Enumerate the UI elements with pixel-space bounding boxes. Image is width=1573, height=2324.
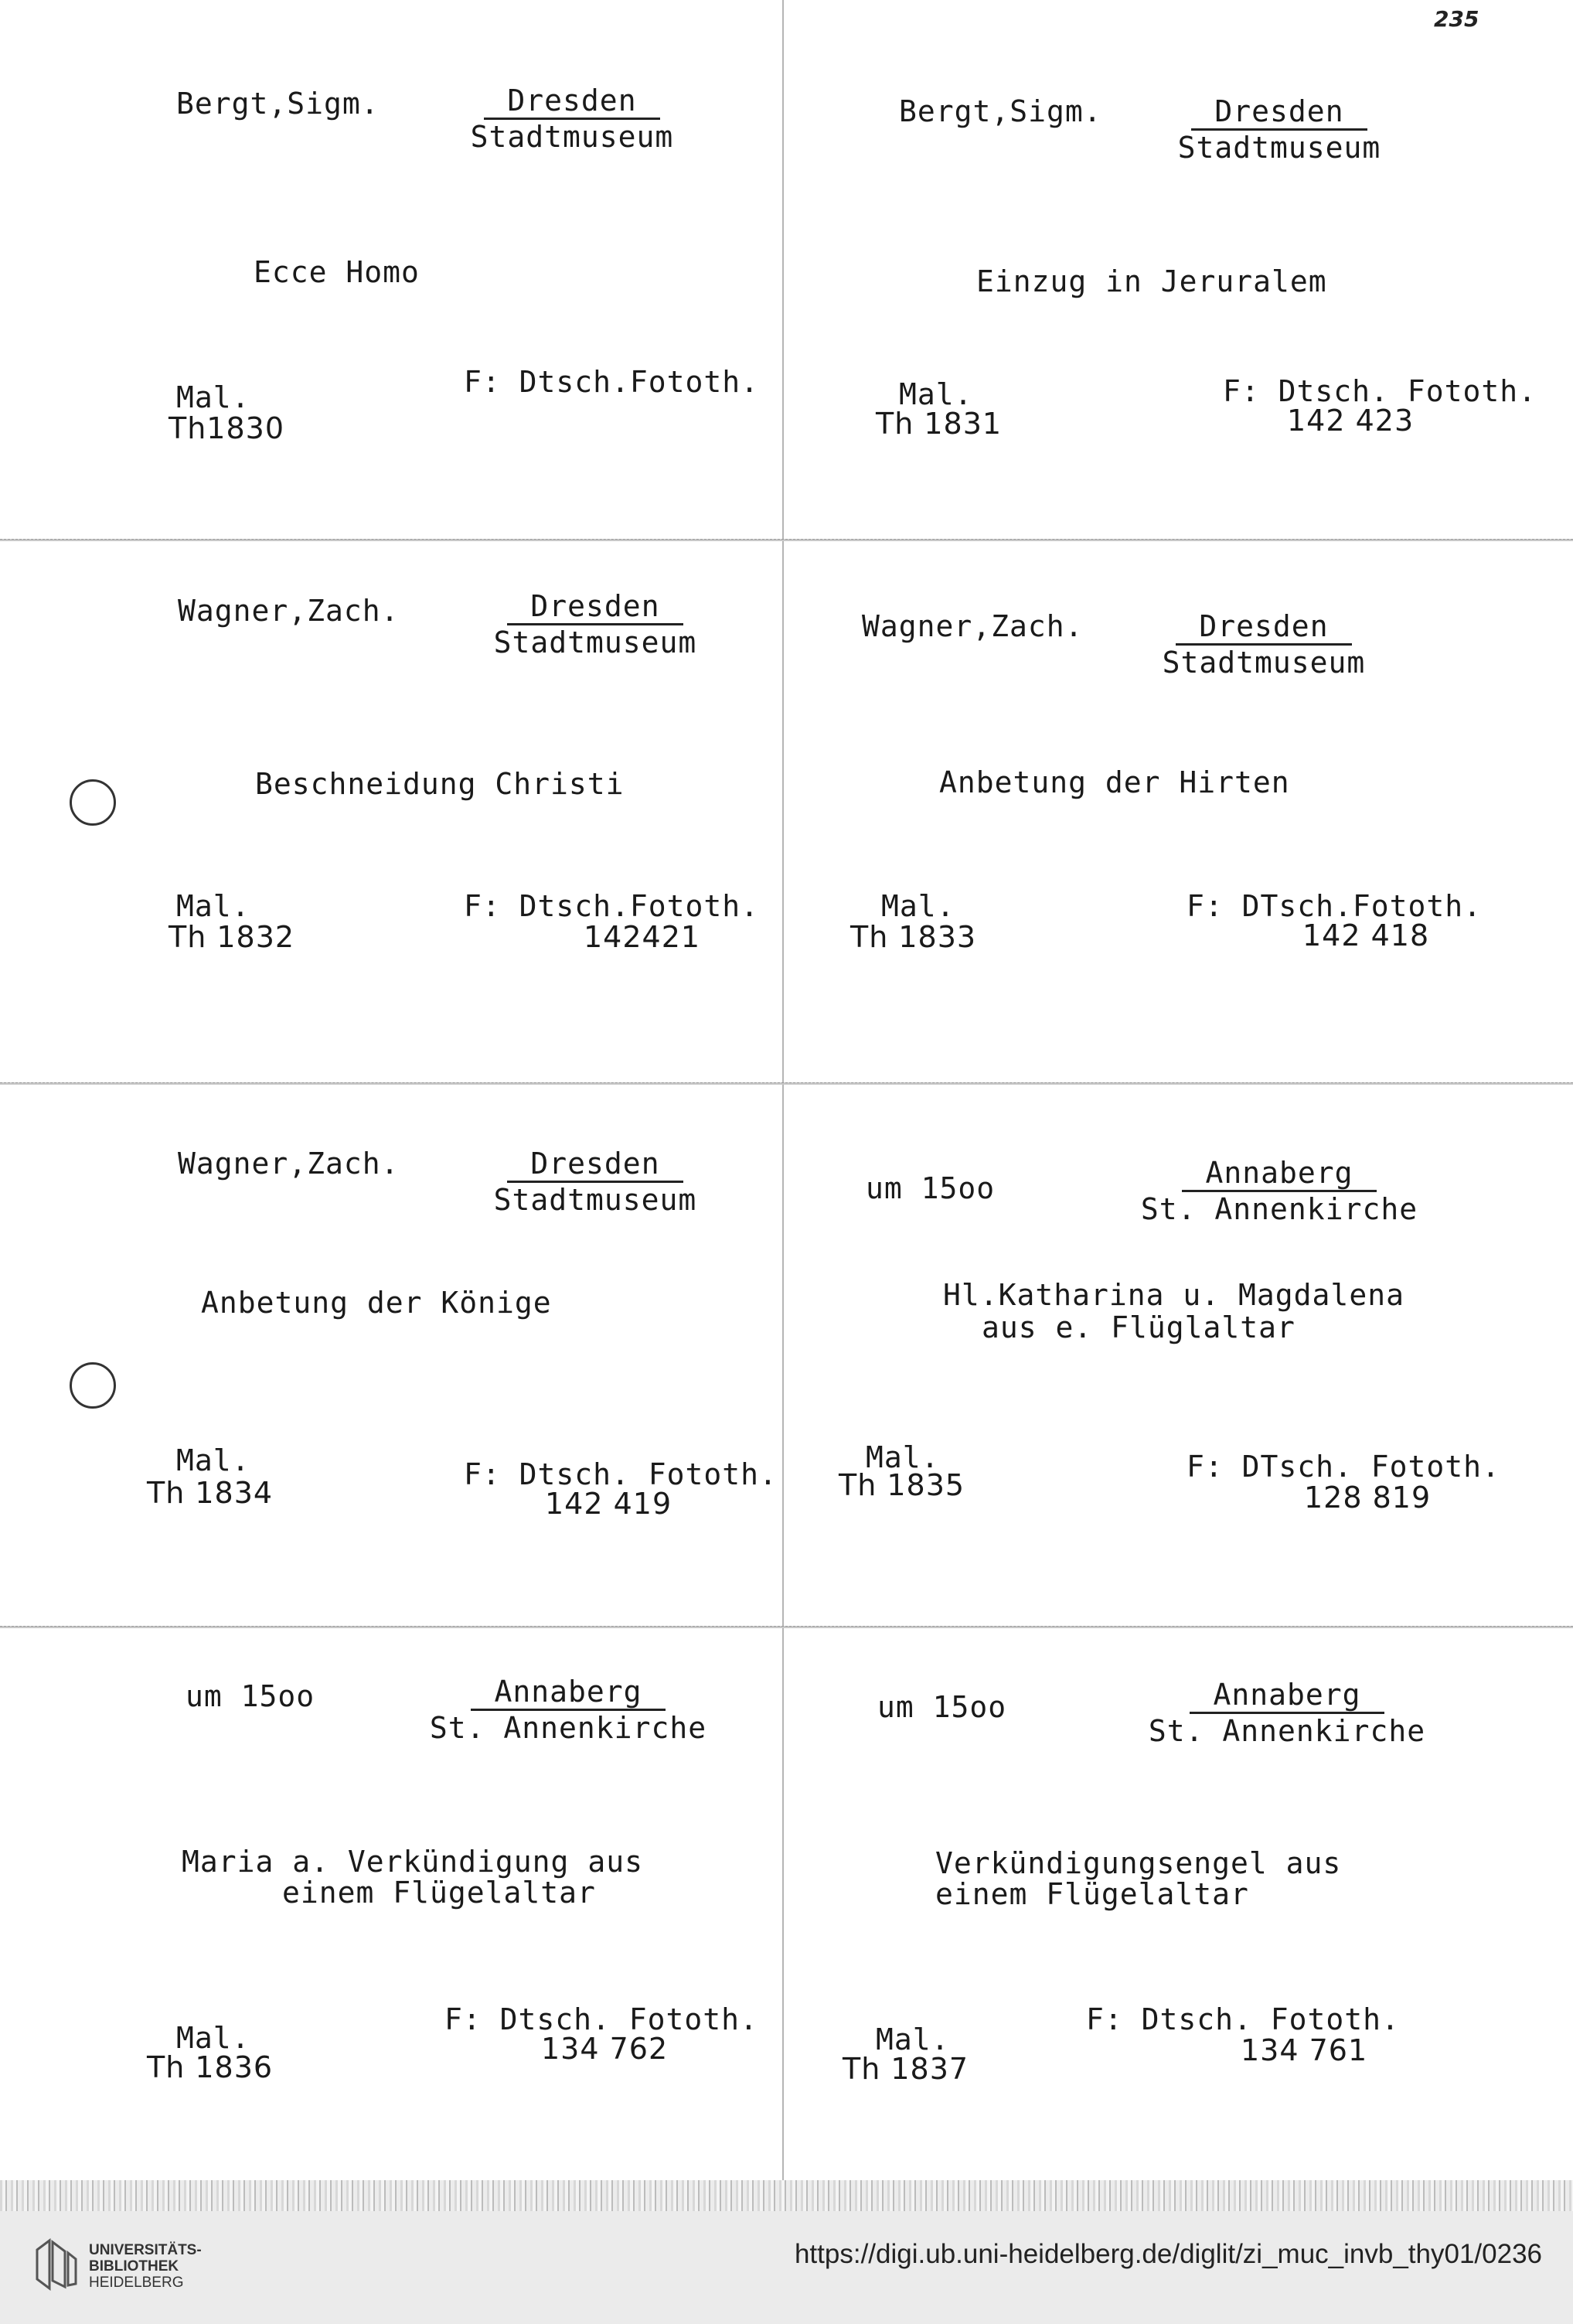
card-title: Hl.Katharina u. Magdalena [943, 1278, 1404, 1312]
page-number: 235 [1434, 6, 1479, 32]
card-title-line2: einem Flügelaltar [935, 1877, 1249, 1911]
card-location [421, 1675, 715, 1745]
card-location [456, 83, 688, 154]
card-artist: Bergt,Sigm. [176, 87, 380, 121]
card-inventory: Th 1832 [169, 920, 295, 954]
card-photo-source: F: Dtsch.Fototh. [464, 889, 760, 923]
card-technique: Mal. [866, 1440, 940, 1474]
card-title: Verkündigungsengel aus [935, 1846, 1342, 1880]
card-place: St. Annenkirche [1148, 1714, 1426, 1748]
card-photo-source: F: Dtsch. Fototh. [464, 1457, 778, 1491]
library-name-line3: HEIDELBERG [89, 2275, 184, 2291]
card-location [1156, 94, 1403, 165]
card-artist: Wagner,Zach. [178, 1147, 400, 1181]
card-photo-source: F: Dtsch.Fototh. [464, 365, 760, 399]
card-location [1132, 1156, 1426, 1226]
card-place: Stadtmuseum [493, 1183, 697, 1217]
card-photo-source: F: Dtsch. Fototh. [444, 2002, 758, 2036]
catalog-card [785, 1628, 1558, 2169]
card-technique: Mal. [176, 2021, 250, 2055]
card-technique: Mal. [876, 2022, 950, 2057]
card-title: Maria a. Verkündigung aus [182, 1845, 643, 1879]
card-artist: Wagner,Zach. [862, 609, 1084, 643]
card-inventory: Th 1837 [843, 2052, 969, 2086]
card-city: Annaberg [471, 1675, 665, 1711]
card-city: Dresden [484, 83, 659, 120]
catalog-card [0, 1628, 773, 2169]
card-photo-number: 142421 [584, 920, 701, 954]
card-city: Dresden [507, 589, 683, 625]
card-location [1140, 1678, 1434, 1748]
card-place: Stadtmuseum [470, 120, 674, 154]
card-title: Anbetung der Hirten [939, 765, 1290, 799]
card-place: Stadtmuseum [493, 625, 697, 659]
card-technique: Mal. [176, 1443, 250, 1477]
card-photo-number: 134 762 [541, 2032, 669, 2066]
library-name [89, 2242, 202, 2291]
catalog-card [785, 1085, 1558, 1626]
card-title: Anbetung der Könige [201, 1286, 552, 1320]
card-place: Stadtmuseum [1177, 131, 1381, 165]
card-technique: Mal. [881, 889, 955, 923]
library-name-line1: UNIVERSITÄTS- [89, 2242, 202, 2258]
card-location [479, 589, 711, 659]
card-artist: um 15oo [877, 1690, 1007, 1724]
card-city: Dresden [1191, 94, 1367, 131]
card-title: Ecce Homo [254, 255, 420, 289]
card-inventory: Th 1833 [850, 920, 977, 954]
card-photo-number: 142 418 [1302, 918, 1430, 952]
card-title: Beschneidung Christi [255, 767, 625, 801]
card-inventory: Th 1831 [876, 407, 1003, 441]
card-artist: Wagner,Zach. [178, 594, 400, 628]
catalog-card [785, 0, 1558, 541]
catalog-card [0, 0, 773, 541]
card-inventory: Th 1835 [839, 1468, 965, 1502]
card-place: St. Annenkirche [1140, 1192, 1418, 1226]
card-technique: Mal. [176, 889, 250, 923]
card-inventory: Th 1836 [147, 2050, 274, 2084]
card-photo-number: 128 819 [1304, 1481, 1432, 1515]
card-inventory: Th 1834 [147, 1476, 274, 1510]
card-title-line2: aus e. Flüglaltar [982, 1310, 1296, 1344]
card-technique: Mal. [176, 380, 250, 414]
catalog-card [0, 541, 773, 1082]
card-inventory: Th1830 [169, 411, 285, 445]
card-artist: um 15oo [186, 1679, 315, 1713]
card-title-line2: einem Flügelaltar [282, 1876, 596, 1910]
library-name-line2: BIBLIOTHEK [89, 2258, 179, 2275]
card-photo-source: F: Dtsch. Fototh. [1086, 2002, 1400, 2036]
card-city: Dresden [1176, 609, 1351, 646]
card-location [1148, 609, 1380, 680]
card-place: St. Annenkirche [429, 1711, 707, 1745]
card-photo-source: F: DTsch.Fototh. [1187, 889, 1483, 923]
card-city: Annaberg [1182, 1156, 1376, 1192]
permalink-url[interactable]: https://digi.ub.uni-heidelberg.de/diglit/zi_muc_invb_thy01/0236 [794, 2239, 1542, 2269]
catalog-card [0, 1085, 778, 1626]
card-city: Annaberg [1190, 1678, 1384, 1714]
scan-edge-strip [0, 2180, 1573, 2211]
card-photo-number: 142 423 [1287, 404, 1415, 438]
card-city: Dresden [507, 1147, 683, 1183]
card-technique: Mal. [899, 377, 973, 411]
card-title: Einzug in Jeruralem [976, 264, 1327, 298]
footer-bar [0, 2211, 1573, 2324]
card-photo-source: F: Dtsch. Fototh. [1223, 374, 1537, 408]
catalog-card [785, 541, 1558, 1082]
column-divider [782, 0, 784, 2180]
card-artist: Bergt,Sigm. [899, 94, 1102, 128]
card-place: Stadtmuseum [1162, 646, 1366, 680]
library-logo-icon [32, 2234, 79, 2293]
card-photo-source: F: DTsch. Fototh. [1187, 1450, 1500, 1484]
card-location [472, 1147, 719, 1217]
card-photo-number: 142 419 [545, 1487, 672, 1521]
card-artist: um 15oo [866, 1171, 996, 1205]
card-photo-number: 134 761 [1241, 2033, 1368, 2067]
